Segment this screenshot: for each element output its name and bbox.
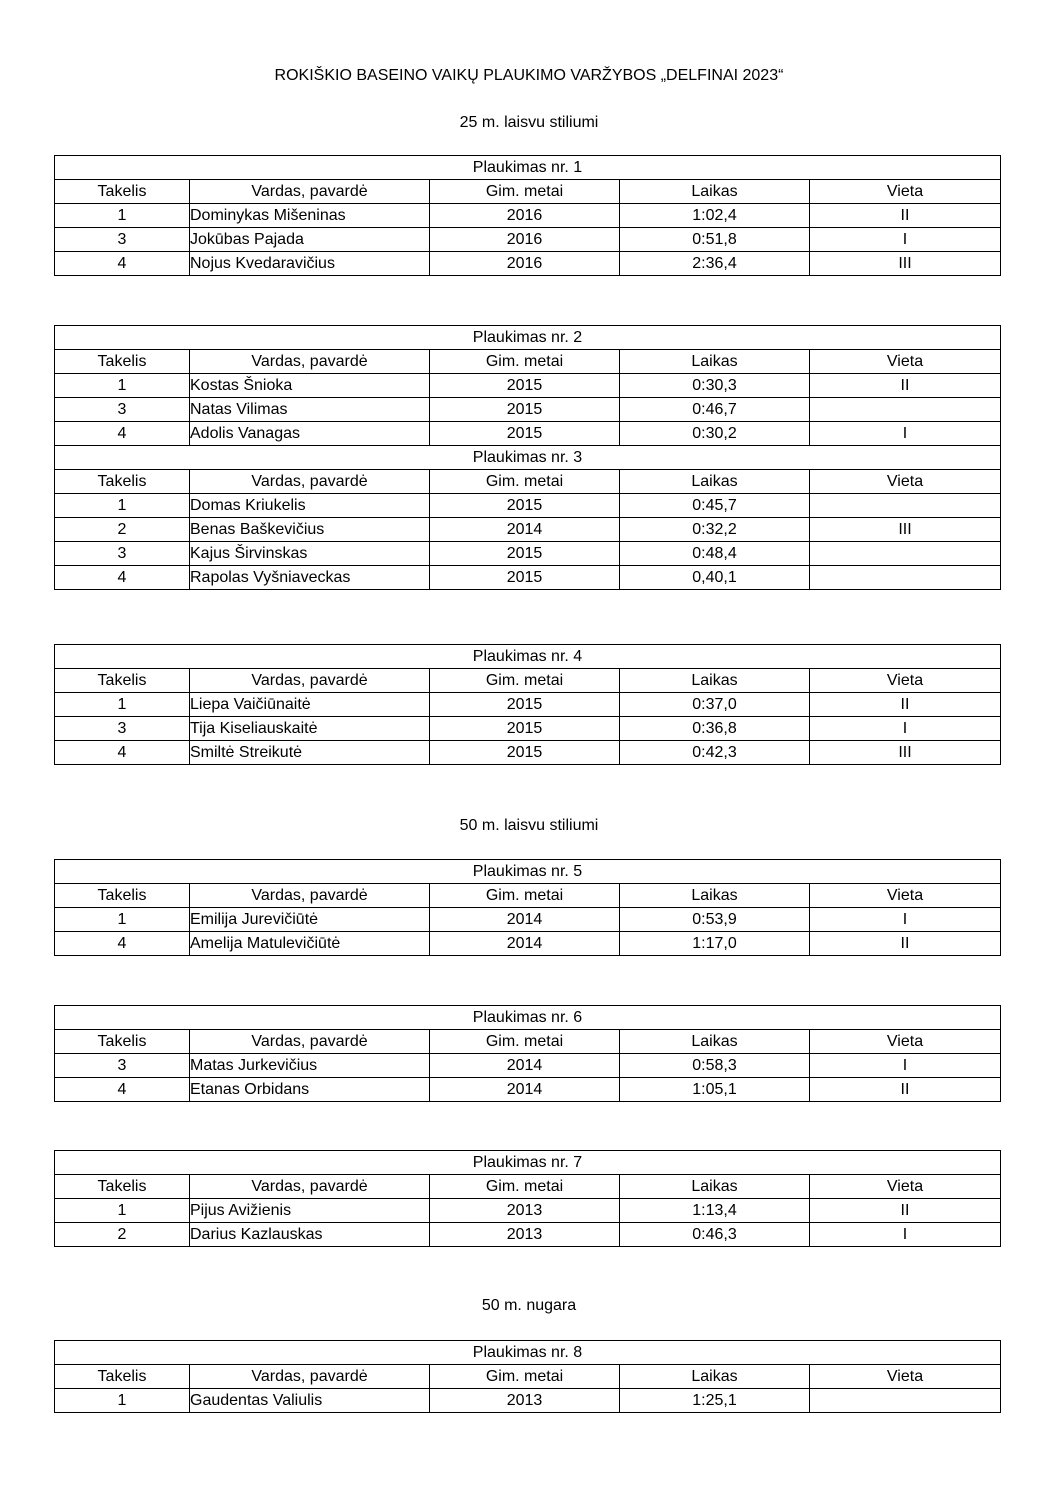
lane-cell: 4 <box>55 566 190 590</box>
place-cell <box>810 494 1001 518</box>
lane-cell: 4 <box>55 932 190 956</box>
time-cell: 1:13,4 <box>620 1199 810 1223</box>
name-cell: Natas Vilimas <box>190 398 430 422</box>
year-cell: 2015 <box>430 566 620 590</box>
time-cell: 0:30,3 <box>620 374 810 398</box>
place-cell: I <box>810 1054 1001 1078</box>
header-time: Laikas <box>620 350 810 374</box>
header-lane: Takelis <box>55 350 190 374</box>
name-cell: Etanas Orbidans <box>190 1078 430 1102</box>
header-lane: Takelis <box>55 669 190 693</box>
place-cell: I <box>810 908 1001 932</box>
year-cell: 2015 <box>430 741 620 765</box>
table-row <box>55 566 1001 590</box>
table-row <box>55 1054 1001 1078</box>
table-row <box>55 1223 1001 1247</box>
place-cell: I <box>810 228 1001 252</box>
time-cell: 0:32,2 <box>620 518 810 542</box>
header-time: Laikas <box>620 669 810 693</box>
lane-cell: 4 <box>55 741 190 765</box>
place-cell: II <box>810 1199 1001 1223</box>
name-cell: Liepa Vaičiūnaitė <box>190 693 430 717</box>
place-cell: III <box>810 252 1001 276</box>
time-cell: 0:42,3 <box>620 741 810 765</box>
header-lane: Takelis <box>55 1030 190 1054</box>
year-cell: 2015 <box>430 693 620 717</box>
header-place: Vieta <box>810 180 1001 204</box>
header-name: Vardas, pavardė <box>190 350 430 374</box>
lane-cell: 2 <box>55 1223 190 1247</box>
heat-title: Plaukimas nr. 1 <box>55 156 1001 180</box>
place-cell: III <box>810 741 1001 765</box>
time-cell: 2:36,4 <box>620 252 810 276</box>
header-place: Vieta <box>810 884 1001 908</box>
lane-cell: 3 <box>55 1054 190 1078</box>
header-row <box>55 470 1001 494</box>
heat-title: Plaukimas nr. 4 <box>55 645 1001 669</box>
year-cell: 2016 <box>430 204 620 228</box>
time-cell: 1:25,1 <box>620 1389 810 1413</box>
header-name: Vardas, pavardė <box>190 1030 430 1054</box>
place-cell: I <box>810 717 1001 741</box>
header-name: Vardas, pavardė <box>190 884 430 908</box>
year-cell: 2016 <box>430 228 620 252</box>
time-cell: 0:51,8 <box>620 228 810 252</box>
heat-table-7 <box>54 1150 1001 1247</box>
header-time: Laikas <box>620 1175 810 1199</box>
place-cell: II <box>810 693 1001 717</box>
table-row <box>55 693 1001 717</box>
year-cell: 2014 <box>430 1054 620 1078</box>
header-place: Vieta <box>810 470 1001 494</box>
time-cell: 0:30,2 <box>620 422 810 446</box>
heat-table-2-3 <box>54 325 1001 590</box>
table-row <box>55 422 1001 446</box>
heat-table-8 <box>54 1340 1001 1413</box>
heat-title: Plaukimas nr. 2 <box>55 326 1001 350</box>
header-name: Vardas, pavardė <box>190 669 430 693</box>
header-place: Vieta <box>810 1365 1001 1389</box>
time-cell: 0:45,7 <box>620 494 810 518</box>
table-row <box>55 228 1001 252</box>
header-time: Laikas <box>620 884 810 908</box>
heat-title: Plaukimas nr. 8 <box>55 1341 1001 1365</box>
lane-cell: 1 <box>55 1199 190 1223</box>
time-cell: 0:46,3 <box>620 1223 810 1247</box>
time-cell: 1:17,0 <box>620 932 810 956</box>
header-lane: Takelis <box>55 470 190 494</box>
name-cell: Gaudentas Valiulis <box>190 1389 430 1413</box>
table-row <box>55 717 1001 741</box>
year-cell: 2013 <box>430 1223 620 1247</box>
lane-cell: 4 <box>55 422 190 446</box>
header-place: Vieta <box>810 1175 1001 1199</box>
header-row <box>55 669 1001 693</box>
header-time: Laikas <box>620 1030 810 1054</box>
heat-table-4 <box>54 644 1001 765</box>
name-cell: Nojus Kvedaravičius <box>190 252 430 276</box>
year-cell: 2015 <box>430 494 620 518</box>
lane-cell: 1 <box>55 374 190 398</box>
time-cell: 0:36,8 <box>620 717 810 741</box>
table-row <box>55 252 1001 276</box>
heat-title: Plaukimas nr. 5 <box>55 860 1001 884</box>
lane-cell: 1 <box>55 693 190 717</box>
year-cell: 2014 <box>430 518 620 542</box>
year-cell: 2015 <box>430 422 620 446</box>
year-cell: 2014 <box>430 908 620 932</box>
header-name: Vardas, pavardė <box>190 180 430 204</box>
table-row <box>55 398 1001 422</box>
name-cell: Rapolas Vyšniaveckas <box>190 566 430 590</box>
table-row <box>55 1078 1001 1102</box>
header-year: Gim. metai <box>430 470 620 494</box>
lane-cell: 3 <box>55 398 190 422</box>
name-cell: Jokūbas Pajada <box>190 228 430 252</box>
place-cell <box>810 566 1001 590</box>
header-lane: Takelis <box>55 180 190 204</box>
heat-title: Plaukimas nr. 7 <box>55 1151 1001 1175</box>
header-place: Vieta <box>810 350 1001 374</box>
name-cell: Domas Kriukelis <box>190 494 430 518</box>
place-cell: I <box>810 422 1001 446</box>
lane-cell: 3 <box>55 717 190 741</box>
header-place: Vieta <box>810 669 1001 693</box>
year-cell: 2014 <box>430 932 620 956</box>
table-row <box>55 204 1001 228</box>
header-name: Vardas, pavardė <box>190 470 430 494</box>
year-cell: 2015 <box>430 717 620 741</box>
document-title: ROKIŠKIO BASEINO VAIKŲ PLAUKIMO VARŽYBOS „DELFINAI 2023“ <box>274 67 784 84</box>
header-year: Gim. metai <box>430 350 620 374</box>
name-cell: Darius Kazlauskas <box>190 1223 430 1247</box>
year-cell: 2013 <box>430 1389 620 1413</box>
time-cell: 0:37,0 <box>620 693 810 717</box>
table-row <box>55 494 1001 518</box>
year-cell: 2015 <box>430 398 620 422</box>
place-cell: I <box>810 1223 1001 1247</box>
time-cell: 1:05,1 <box>620 1078 810 1102</box>
header-year: Gim. metai <box>430 669 620 693</box>
header-name: Vardas, pavardė <box>190 1365 430 1389</box>
lane-cell: 1 <box>55 1389 190 1413</box>
lane-cell: 3 <box>55 542 190 566</box>
table-row <box>55 374 1001 398</box>
year-cell: 2015 <box>430 542 620 566</box>
header-lane: Takelis <box>55 1175 190 1199</box>
year-cell: 2016 <box>430 252 620 276</box>
section-title-25m-freestyle: 25 m. laisvu stiliumi <box>459 114 599 131</box>
place-cell: II <box>810 932 1001 956</box>
place-cell <box>810 1389 1001 1413</box>
heat-title: Plaukimas nr. 6 <box>55 1006 1001 1030</box>
name-cell: Amelija Matulevičiūtė <box>190 932 430 956</box>
name-cell: Adolis Vanagas <box>190 422 430 446</box>
name-cell: Tija Kiseliauskaitė <box>190 717 430 741</box>
lane-cell: 1 <box>55 908 190 932</box>
name-cell: Pijus Avižienis <box>190 1199 430 1223</box>
lane-cell: 2 <box>55 518 190 542</box>
header-time: Laikas <box>620 1365 810 1389</box>
name-cell: Benas Baškevičius <box>190 518 430 542</box>
table-row <box>55 518 1001 542</box>
name-cell: Kostas Šnioka <box>190 374 430 398</box>
place-cell: II <box>810 1078 1001 1102</box>
header-lane: Takelis <box>55 884 190 908</box>
heat-table-5 <box>54 859 1001 956</box>
time-cell: 0,40,1 <box>620 566 810 590</box>
place-cell: II <box>810 204 1001 228</box>
place-cell <box>810 542 1001 566</box>
header-year: Gim. metai <box>430 1175 620 1199</box>
header-row <box>55 1365 1001 1389</box>
header-year: Gim. metai <box>430 884 620 908</box>
header-row <box>55 1030 1001 1054</box>
name-cell: Kajus Širvinskas <box>190 542 430 566</box>
table-row <box>55 741 1001 765</box>
name-cell: Emilija Jurevičiūtė <box>190 908 430 932</box>
name-cell: Dominykas Mišeninas <box>190 204 430 228</box>
heat-title: Plaukimas nr. 3 <box>55 446 1001 470</box>
lane-cell: 3 <box>55 228 190 252</box>
time-cell: 0:46,7 <box>620 398 810 422</box>
lane-cell: 4 <box>55 252 190 276</box>
header-row <box>55 1175 1001 1199</box>
header-time: Laikas <box>620 470 810 494</box>
section-title-50m-backstroke: 50 m. nugara <box>481 1297 577 1314</box>
header-lane: Takelis <box>55 1365 190 1389</box>
place-cell: III <box>810 518 1001 542</box>
table-row <box>55 932 1001 956</box>
table-row <box>55 1199 1001 1223</box>
header-year: Gim. metai <box>430 1365 620 1389</box>
name-cell: Smiltė Streikutė <box>190 741 430 765</box>
year-cell: 2015 <box>430 374 620 398</box>
lane-cell: 4 <box>55 1078 190 1102</box>
table-row <box>55 1389 1001 1413</box>
place-cell <box>810 398 1001 422</box>
heat-table-1 <box>54 155 1001 276</box>
time-cell: 0:58,3 <box>620 1054 810 1078</box>
heat-table-6 <box>54 1005 1001 1102</box>
header-time: Laikas <box>620 180 810 204</box>
lane-cell: 1 <box>55 204 190 228</box>
place-cell: II <box>810 374 1001 398</box>
header-place: Vieta <box>810 1030 1001 1054</box>
time-cell: 1:02,4 <box>620 204 810 228</box>
year-cell: 2013 <box>430 1199 620 1223</box>
year-cell: 2014 <box>430 1078 620 1102</box>
header-name: Vardas, pavardė <box>190 1175 430 1199</box>
header-row <box>55 180 1001 204</box>
name-cell: Matas Jurkevičius <box>190 1054 430 1078</box>
header-row <box>55 350 1001 374</box>
section-title-50m-freestyle: 50 m. laisvu stiliumi <box>459 817 599 834</box>
header-row <box>55 884 1001 908</box>
time-cell: 0:48,4 <box>620 542 810 566</box>
header-year: Gim. metai <box>430 1030 620 1054</box>
header-year: Gim. metai <box>430 180 620 204</box>
time-cell: 0:53,9 <box>620 908 810 932</box>
table-row <box>55 908 1001 932</box>
table-row <box>55 542 1001 566</box>
lane-cell: 1 <box>55 494 190 518</box>
